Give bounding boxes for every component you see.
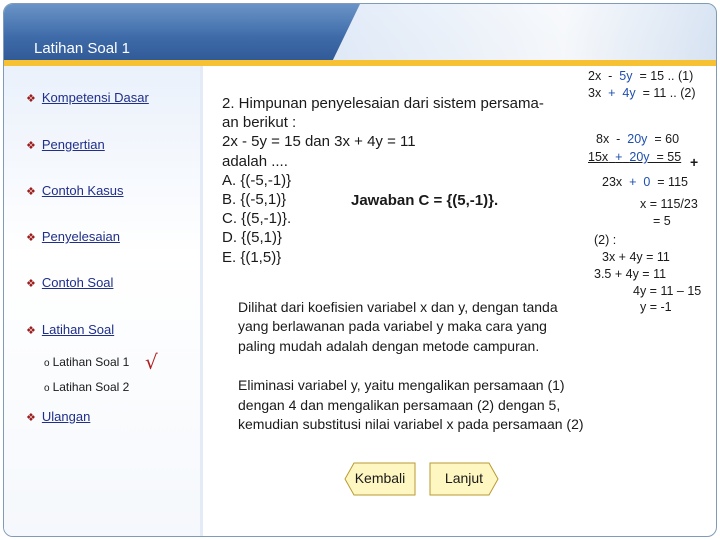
question-line: 2. Himpunan penyelesaian dari sistem persama-	[222, 95, 544, 112]
explanation-line: paling mudah adalah dengan metode campuran.	[238, 338, 540, 354]
question-line: an berikut :	[222, 114, 297, 131]
back-button-label: Kembali	[354, 470, 406, 486]
slide-frame	[3, 3, 717, 537]
diamond-bullet-icon: ❖	[26, 93, 36, 105]
question-line: adalah ....	[222, 153, 288, 170]
multiplied-equation-1: 8x - 20y = 60	[596, 132, 680, 146]
sidebar-item-label: Ulangan	[41, 409, 91, 424]
sidebar-divider	[200, 66, 203, 536]
explanation-line: Dilihat dari koefisien variabel x dan y, dengan tanda	[238, 299, 558, 315]
page-title: Latihan Soal 1	[34, 40, 130, 57]
sub-item-label: Latihan Soal 2	[52, 380, 130, 394]
sidebar	[4, 66, 203, 536]
sidebar-item-label: Latihan Soal	[41, 322, 115, 337]
multiplied-equation-2: 15x + 20y = 55	[588, 150, 682, 164]
explanation-line: yang berlawanan pada variabel y maka cara yang	[238, 318, 547, 334]
plus-sign: +	[690, 154, 699, 170]
sidebar-item-contoh-soal[interactable]	[26, 275, 113, 290]
sidebar-item-penyelesaian[interactable]	[26, 229, 120, 244]
substitution-step-2: 3.5 + 4y = 11	[594, 267, 667, 281]
substitution-step-1: 3x + 4y = 11	[602, 250, 670, 264]
sidebar-item-label: Pengertian	[41, 137, 105, 152]
diamond-bullet-icon: ❖	[26, 186, 36, 198]
option-b: B. {(-5,1)}	[222, 191, 287, 208]
sidebar-item-label: Contoh Soal	[41, 275, 114, 290]
sub-item-latihan-soal-2[interactable]	[44, 380, 129, 394]
option-a: A. {(-5,-1)}	[222, 172, 292, 189]
circle-bullet-icon: o	[44, 383, 50, 394]
diamond-bullet-icon: ❖	[26, 412, 36, 424]
diamond-bullet-icon: ❖	[26, 232, 36, 244]
main-content	[204, 66, 716, 536]
method-line: Eliminasi variabel y, yaitu mengalikan persamaan (1)	[238, 377, 565, 393]
header-decoration	[330, 4, 717, 66]
sub-item-latihan-soal-1[interactable]	[44, 355, 129, 369]
sidebar-item-label: Contoh Kasus	[41, 183, 124, 198]
sum-equation: 23x + 0 = 115	[602, 175, 688, 189]
sidebar-item-kompetensi-dasar[interactable]	[26, 90, 149, 105]
checkmark-icon: √	[145, 350, 158, 374]
circle-bullet-icon: o	[44, 358, 50, 369]
back-button[interactable]	[344, 462, 416, 496]
sidebar-item-ulangan[interactable]	[26, 409, 90, 424]
next-button[interactable]	[429, 462, 499, 496]
x-value: = 5	[653, 214, 671, 228]
substitution-label: (2) :	[594, 233, 617, 247]
method-line: dengan 4 dan mengalikan persamaan (2) dengan 5,	[238, 397, 561, 413]
sidebar-item-latihan-soal[interactable]	[26, 322, 114, 337]
option-d: D. {(5,1)}	[222, 229, 283, 246]
x-solution: x = 115/23	[640, 197, 698, 211]
option-c: C. {(5,-1)}.	[222, 210, 292, 227]
option-e: E. {(1,5)}	[222, 249, 282, 266]
equation-2: 3x + 4y = 11 .. (2)	[588, 86, 696, 100]
sub-item-label: Latihan Soal 1	[52, 355, 130, 369]
substitution-step-3: 4y = 11 – 15	[633, 284, 702, 298]
sidebar-item-label: Kompetensi Dasar	[41, 90, 149, 105]
answer-text: Jawaban C = {(5,-1)}.	[351, 192, 499, 209]
header-bar	[4, 4, 716, 66]
sidebar-item-contoh-kasus[interactable]	[26, 183, 124, 198]
diamond-bullet-icon: ❖	[26, 278, 36, 290]
diamond-bullet-icon: ❖	[26, 140, 36, 152]
equation-1: 2x - 5y = 15 .. (1)	[588, 69, 694, 83]
sidebar-item-label: Penyelesaian	[41, 229, 120, 244]
diamond-bullet-icon: ❖	[26, 325, 36, 337]
question-line: 2x - 5y = 15 dan 3x + 4y = 11	[222, 133, 416, 150]
sidebar-item-pengertian[interactable]	[26, 137, 105, 152]
method-line: kemudian substitusi nilai variabel x pada persamaan (2)	[238, 416, 584, 432]
next-button-label: Lanjut	[444, 470, 484, 486]
y-value: y = -1	[640, 300, 672, 314]
